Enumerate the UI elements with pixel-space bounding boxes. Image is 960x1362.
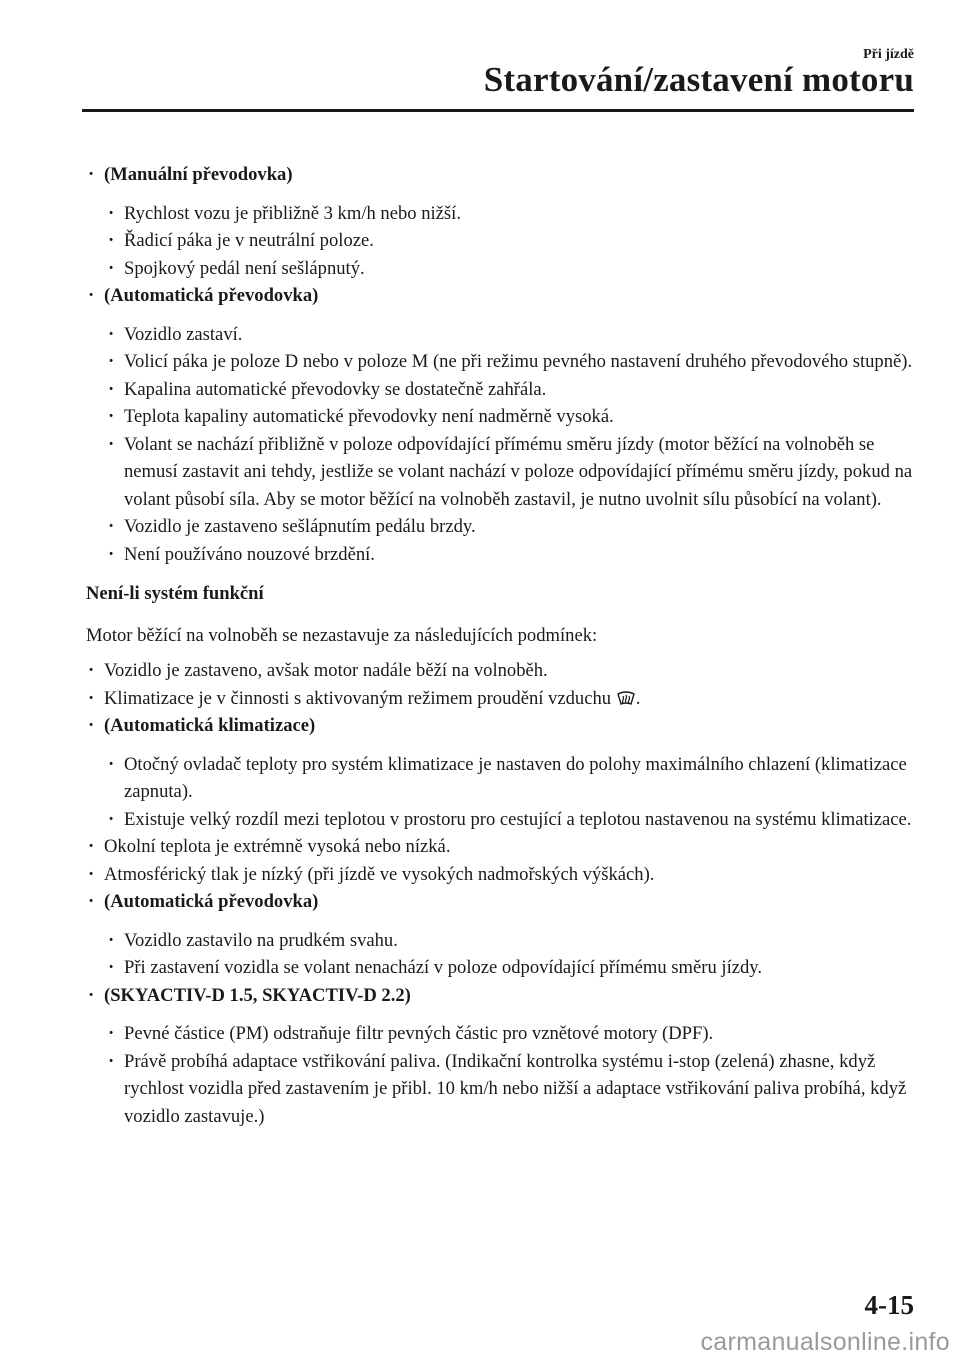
list-item: · Vozidlo zastavilo na prudkém svahu. <box>106 927 918 955</box>
list-item: · Volicí páka je poloze D nebo v poloze M (ne při režimu pevného nastavení druhého převodového stupně). <box>106 348 918 376</box>
list-item: · Právě probíhá adaptace vstřikování paliva. (Indikační kontrolka systému i-stop (zelená) zhasne, když rychlost vozidla před zastavením je přibl. 10 km/h nebo nižší a adaptace vstřikování paliva probíhá, když vozidlo zastavuje.) <box>106 1048 918 1131</box>
list-item: · Při zastavení vozidla se volant nenachází v poloze odpovídající přímému směru jízdy. <box>106 954 918 982</box>
list-item: · Okolní teplota je extrémně vysoká nebo nízká. <box>86 833 918 861</box>
list-item: · Teplota kapaliny automatické převodovky není nadměrně vysoká. <box>106 403 918 431</box>
list-item: · Není používáno nouzové brzdění. <box>106 541 918 569</box>
list-item: · Kapalina automatické převodovky se dostatečně zahřála. <box>106 376 918 404</box>
list-item: · Volant se nachází přibližně v poloze odpovídající přímému směru jízdy (motor běžící na volnoběh se nemusí zastavit ani tehdy, jestliže se volant nachází v poloze odpovídající přímému směru jízdy, pokud na volant působí síla. Aby se motor běžící na volnoběh zastavil, je nutno uvolnit sílu působící na volant). <box>106 431 918 514</box>
list-item: · Otočný ovladač teploty pro systém klimatizace je nastaven do polohy maximálního chlazení (klimatizace zapnuta). <box>106 751 918 806</box>
list-item: · Vozidlo zastaví. <box>106 321 918 349</box>
windshield-defrost-icon <box>616 688 636 706</box>
list-item: · Vozidlo je zastaveno, avšak motor nadále běží na volnoběh. <box>86 657 918 685</box>
manual-transmission-label: · (Manuální převodovka) <box>86 161 918 189</box>
list-item: · Atmosférický tlak je nízký (při jízdě ve vysokých nadmořských výškách). <box>86 861 918 889</box>
header-divider <box>82 109 914 112</box>
automatic-climate-label: · (Automatická klimatizace) <box>86 712 918 740</box>
list-item: · Spojkový pedál není sešlápnutý. <box>106 255 918 283</box>
list-item: · Existuje velký rozdíl mezi teplotou v prostoru pro cestující a teplotou nastavenou na systému klimatizace. <box>106 806 918 834</box>
watermark: carmanualsonline.info <box>700 1328 950 1356</box>
skyactiv-label: · (SKYACTIV-D 1.5, SKYACTIV-D 2.2) <box>86 982 918 1010</box>
automatic-transmission-label-2: · (Automatická převodovka) <box>86 888 918 916</box>
page-title: Startování/zastavení motoru <box>483 60 914 99</box>
list-item-text: Klimatizace je v činnosti s aktivovaným režimem proudění vzduchu <box>104 687 612 709</box>
section-heading: Není-li systém funkční <box>86 583 264 604</box>
intro-paragraph: Motor běžící na volnoběh se nezastavuje za následujících podmínek: <box>86 624 598 646</box>
automatic-transmission-label: · (Automatická převodovka) <box>86 282 918 310</box>
list-item-end: . <box>635 687 641 709</box>
content <box>86 161 918 1130</box>
list-item: · Rychlost vozu je přibližně 3 km/h nebo nižší. <box>106 200 918 228</box>
list-item: · Vozidlo je zastaveno sešlápnutím pedálu brzdy. <box>106 513 918 541</box>
list-item: · Pevné částice (PM) odstraňuje filtr pevných částic pro vznětové motory (DPF). <box>106 1020 918 1048</box>
list-item-airflow <box>86 685 918 713</box>
list-item: · Řadicí páka je v neutrální poloze. <box>106 227 918 255</box>
page-number: 4-15 <box>864 1290 914 1320</box>
section-label: Při jízdě <box>863 47 914 62</box>
